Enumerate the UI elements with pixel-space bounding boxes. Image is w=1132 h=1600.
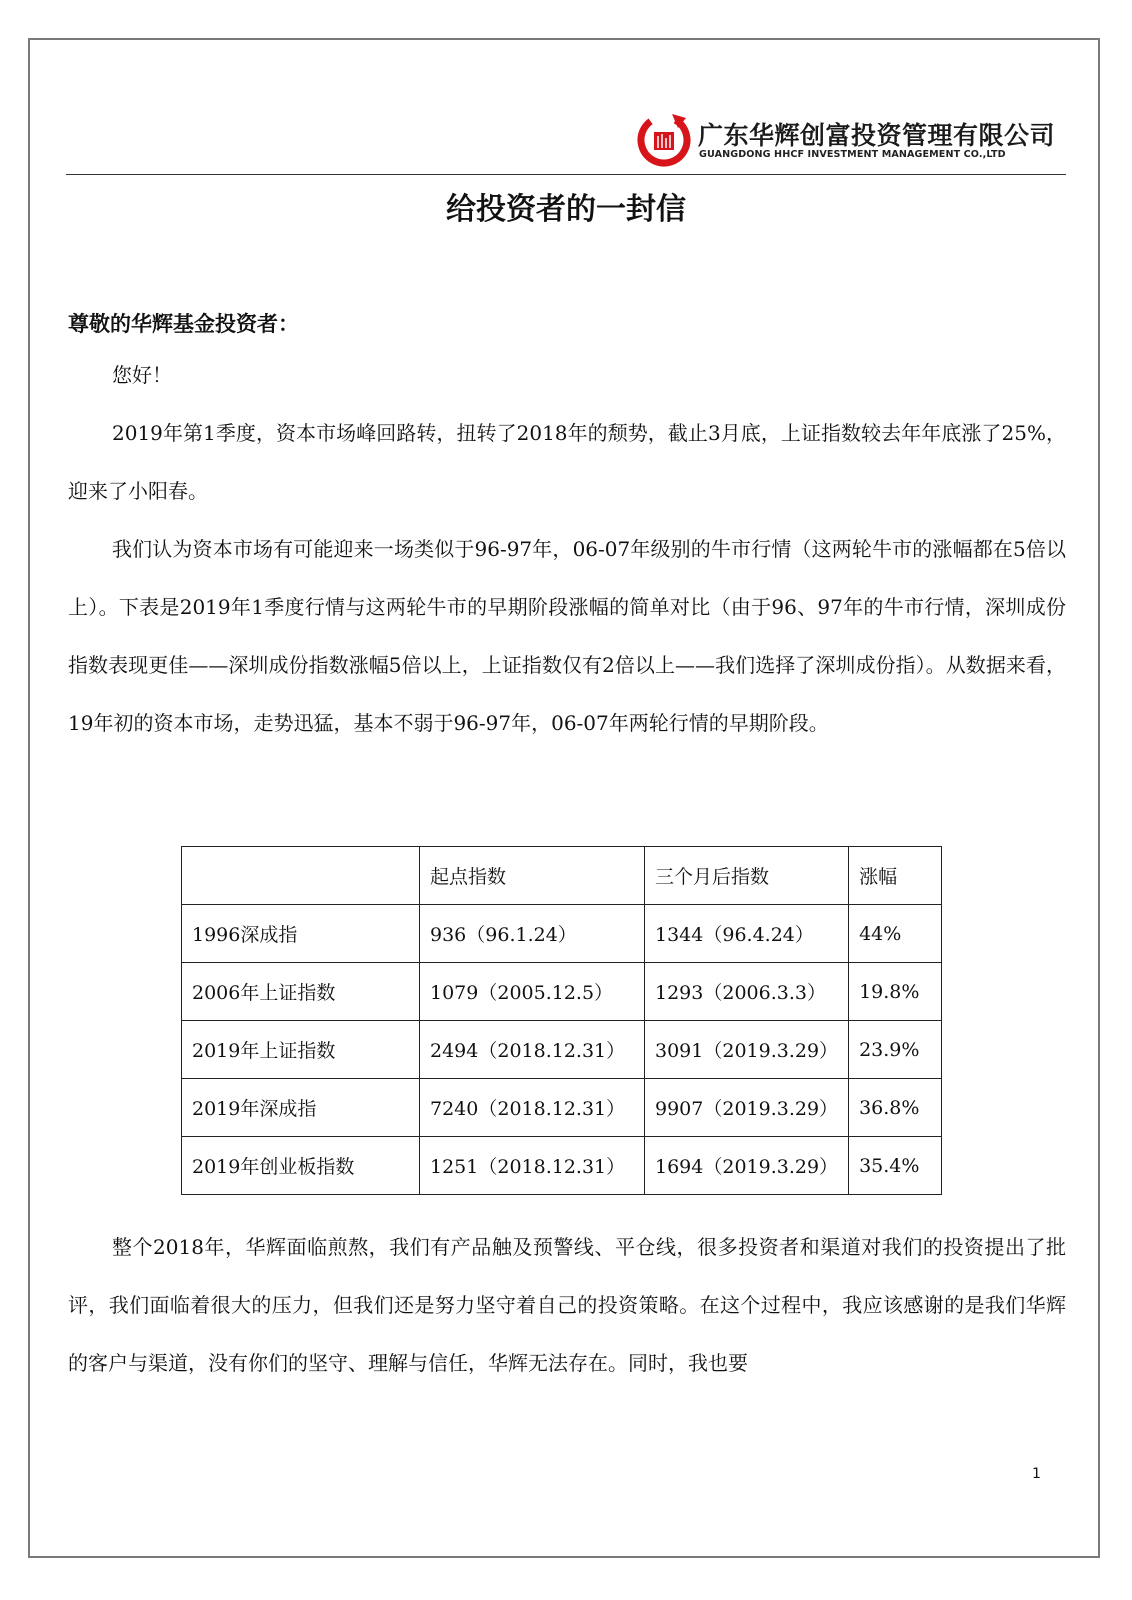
table-cell: 1079（2005.12.5） <box>420 963 645 1021</box>
table-cell: 1251（2018.12.31） <box>420 1137 645 1195</box>
paragraph-2: 我们认为资本市场有可能迎来一场类似于96-97年，06-07年级别的牛市行情（这两轮牛市的涨幅都在5倍以上）。下表是2019年1季度行情与这两轮牛市的早期阶段涨幅的简单对比（由于96、97年的牛市行情，深圳成份指数表现更佳——深圳成份指数涨幅5倍以上，上证指数仅有2倍以上——我们选择了深圳成份指）。从数据来看，19年初的资本市场，走势迅猛，基本不弱于96-97年，06-07年两轮行情的早期阶段。 <box>68 537 1066 735</box>
table-cell: 44% <box>849 905 942 963</box>
header-divider <box>66 174 1066 175</box>
table-row <box>182 1137 942 1195</box>
salutation: 尊敬的华辉基金投资者： <box>68 312 299 336</box>
table-cell: 2019年创业板指数 <box>182 1137 420 1195</box>
table-header-cell: 起点指数 <box>420 847 645 905</box>
table-cell: 2019年深成指 <box>182 1079 420 1137</box>
company-name-cn: 广东华辉创富投资管理有限公司 <box>698 121 1056 150</box>
table-cell: 936（96.1.24） <box>420 905 645 963</box>
company-logo-icon <box>636 112 692 168</box>
greeting: 您好！ <box>112 363 172 387</box>
table-row <box>182 905 942 963</box>
table-cell: 2494（2018.12.31） <box>420 1021 645 1079</box>
table-cell: 1344（96.4.24） <box>645 905 849 963</box>
table-cell: 7240（2018.12.31） <box>420 1079 645 1137</box>
table-cell: 1293（2006.3.3） <box>645 963 849 1021</box>
company-name-en: GUANGDONG HHCF INVESTMENT MANAGEMENT CO.,LTD <box>699 149 1006 160</box>
table-cell: 36.8% <box>849 1079 942 1137</box>
table-row <box>182 1079 942 1137</box>
table-header-row <box>182 847 942 905</box>
table-cell: 9907（2019.3.29） <box>645 1079 849 1137</box>
table-header-cell: 涨幅 <box>849 847 942 905</box>
table-cell: 1996深成指 <box>182 905 420 963</box>
table-cell: 19.8% <box>849 963 942 1021</box>
table-cell: 35.4% <box>849 1137 942 1195</box>
table-header-cell: 三个月后指数 <box>645 847 849 905</box>
index-comparison-table <box>181 846 942 1195</box>
table-cell: 1694（2019.3.29） <box>645 1137 849 1195</box>
company-logo <box>636 112 1056 174</box>
table-cell: 2019年上证指数 <box>182 1021 420 1079</box>
table-row <box>182 1021 942 1079</box>
table-header-cell <box>182 847 420 905</box>
paragraph-1: 2019年第1季度，资本市场峰回路转，扭转了2018年的颓势，截止3月底，上证指数较去年年底涨了25%，迎来了小阳春。 <box>68 421 1066 503</box>
letter-title: 给投资者的一封信 <box>446 192 686 227</box>
page-number: 1 <box>1032 1466 1041 1482</box>
table-row <box>182 963 942 1021</box>
table-cell: 23.9% <box>849 1021 942 1079</box>
table-cell: 3091（2019.3.29） <box>645 1021 849 1079</box>
paragraph-3: 整个2018年，华辉面临煎熬，我们有产品触及预警线、平仓线，很多投资者和渠道对我们的投资提出了批评，我们面临着很大的压力，但我们还是努力坚守着自己的投资策略。在这个过程中，我应该感谢的是我们华辉的客户与渠道，没有你们的坚守、理解与信任，华辉无法存在。同时，我也要 <box>68 1235 1066 1375</box>
table-cell: 2006年上证指数 <box>182 963 420 1021</box>
